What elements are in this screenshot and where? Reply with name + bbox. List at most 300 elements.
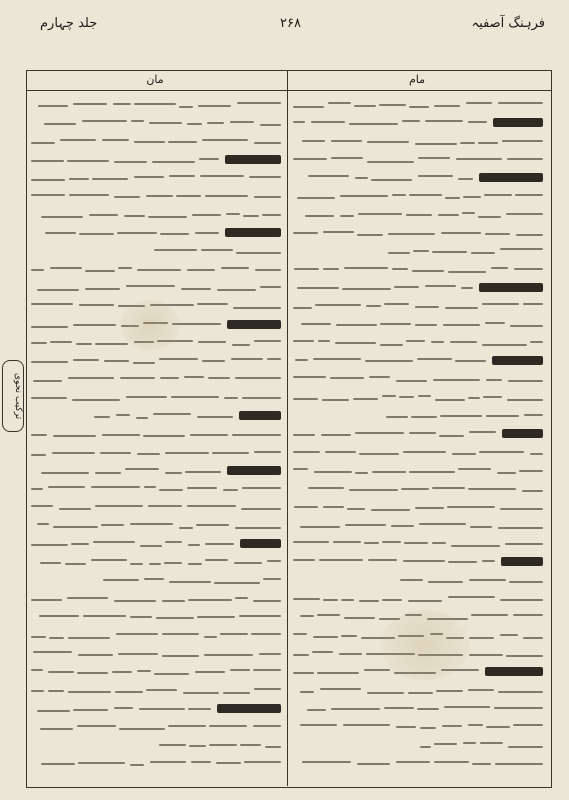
text-stroke <box>201 249 233 251</box>
text-stroke <box>344 617 375 619</box>
text-stroke <box>244 761 281 763</box>
text-stroke <box>335 342 376 344</box>
text-line <box>293 352 543 370</box>
text-stroke <box>160 233 189 235</box>
text-stroke <box>94 416 110 418</box>
text-stroke <box>179 527 193 529</box>
text-line <box>31 572 281 590</box>
text-stroke <box>300 526 340 528</box>
text-stroke <box>37 710 70 712</box>
text-stroke <box>202 139 248 141</box>
text-stroke <box>195 671 225 673</box>
text-stroke <box>392 194 406 196</box>
text-stroke <box>384 707 414 709</box>
headword-mark <box>493 118 543 127</box>
text-stroke <box>469 579 506 581</box>
text-stroke <box>293 121 305 123</box>
text-stroke <box>188 708 211 710</box>
text-stroke <box>265 746 281 748</box>
text-stroke <box>524 414 543 416</box>
text-stroke <box>482 303 519 305</box>
text-stroke <box>458 468 491 470</box>
text-stroke <box>347 508 365 510</box>
text-stroke <box>251 633 281 635</box>
text-stroke <box>293 232 318 234</box>
text-stroke <box>293 468 308 470</box>
text-stroke <box>331 708 380 710</box>
text-stroke <box>294 268 319 270</box>
text-stroke <box>349 123 398 125</box>
text-stroke <box>307 709 326 711</box>
text-stroke <box>223 489 238 491</box>
text-stroke <box>235 527 281 529</box>
text-line <box>31 261 281 279</box>
text-stroke <box>293 451 320 453</box>
text-stroke <box>187 269 215 271</box>
text-stroke <box>126 396 167 398</box>
text-stroke <box>197 616 235 618</box>
text-stroke <box>242 397 281 399</box>
text-stroke <box>146 195 173 197</box>
text-stroke <box>451 545 500 547</box>
text-stroke <box>260 286 281 288</box>
text-line <box>31 206 281 224</box>
text-stroke <box>301 323 331 325</box>
text-stroke <box>293 672 314 674</box>
text-stroke <box>53 526 98 528</box>
text-stroke <box>204 636 217 638</box>
text-stroke <box>523 303 543 305</box>
text-stroke <box>502 140 543 142</box>
text-stroke <box>217 289 256 291</box>
text-stroke <box>322 399 349 401</box>
text-stroke <box>330 377 364 379</box>
text-line <box>293 261 543 279</box>
text-stroke <box>386 416 408 418</box>
text-stroke <box>139 708 185 710</box>
text-stroke <box>507 158 543 160</box>
text-stroke <box>72 399 120 401</box>
text-stroke <box>394 286 419 288</box>
text-line <box>293 279 543 297</box>
text-stroke <box>432 251 467 253</box>
text-stroke <box>67 160 109 162</box>
text-stroke <box>403 560 445 562</box>
text-stroke <box>235 597 248 599</box>
text-stroke <box>113 103 131 105</box>
text-line <box>293 700 543 718</box>
text-stroke <box>388 252 410 254</box>
text-stroke <box>95 472 121 474</box>
text-stroke <box>159 358 198 360</box>
text-stroke <box>418 175 453 177</box>
text-stroke <box>160 377 179 379</box>
text-stroke <box>254 196 281 198</box>
text-stroke <box>165 541 182 543</box>
text-stroke <box>413 250 429 252</box>
text-line <box>293 370 543 388</box>
text-stroke <box>114 600 156 602</box>
text-stroke <box>93 541 135 543</box>
text-stroke <box>463 742 476 744</box>
text-stroke <box>368 559 397 561</box>
text-stroke <box>399 396 414 398</box>
text-stroke <box>408 692 433 694</box>
text-stroke <box>31 160 64 162</box>
text-stroke <box>323 231 354 233</box>
text-stroke <box>468 488 516 490</box>
text-stroke <box>514 268 543 270</box>
text-stroke <box>209 725 247 727</box>
text-stroke <box>411 416 437 418</box>
text-stroke <box>308 175 349 177</box>
text-stroke <box>403 451 446 453</box>
text-stroke <box>460 142 475 144</box>
text-stroke <box>355 177 368 179</box>
paper-stain <box>120 300 180 350</box>
text-stroke <box>516 234 543 236</box>
text-stroke <box>137 670 151 672</box>
text-stroke <box>409 432 436 434</box>
text-stroke <box>479 451 524 453</box>
headword-mark <box>239 411 281 420</box>
text-stroke <box>233 307 281 309</box>
text-stroke <box>114 707 133 709</box>
text-stroke <box>205 543 234 545</box>
text-stroke <box>438 214 459 216</box>
text-stroke <box>31 342 47 344</box>
text-stroke <box>321 434 351 436</box>
text-stroke <box>119 728 165 730</box>
text-stroke <box>500 248 543 250</box>
text-stroke <box>472 763 491 765</box>
text-stroke <box>232 344 250 346</box>
text-stroke <box>126 285 175 287</box>
text-stroke <box>317 672 359 674</box>
text-stroke <box>263 578 281 580</box>
text-stroke <box>415 143 457 145</box>
text-stroke <box>508 380 543 382</box>
column-divider <box>287 70 288 786</box>
text-stroke <box>471 252 495 254</box>
text-stroke <box>379 104 406 106</box>
text-stroke <box>67 597 108 599</box>
text-stroke <box>204 654 253 656</box>
text-line <box>31 645 281 663</box>
text-stroke <box>452 453 476 455</box>
text-line <box>31 169 281 187</box>
text-stroke <box>443 324 480 326</box>
text-stroke <box>71 543 89 545</box>
text-stroke <box>445 197 460 199</box>
text-stroke <box>432 487 465 489</box>
text-stroke <box>498 527 543 529</box>
text-stroke <box>408 600 442 602</box>
text-stroke <box>435 399 465 401</box>
text-stroke <box>484 194 512 196</box>
text-stroke <box>494 707 543 709</box>
text-stroke <box>240 744 261 746</box>
text-stroke <box>130 523 173 525</box>
text-stroke <box>388 233 435 235</box>
text-stroke <box>333 541 361 543</box>
text-stroke <box>33 651 72 653</box>
text-stroke <box>197 303 228 305</box>
text-stroke <box>262 214 281 216</box>
text-stroke <box>40 562 61 564</box>
text-stroke <box>447 506 495 508</box>
text-stroke <box>162 633 199 635</box>
text-stroke <box>153 413 191 415</box>
text-line <box>31 718 281 736</box>
text-stroke <box>101 524 124 526</box>
headword-mark <box>479 283 543 292</box>
text-stroke <box>31 599 62 601</box>
text-line <box>31 480 281 498</box>
text-stroke <box>365 360 413 362</box>
paper-stain <box>380 610 470 680</box>
text-stroke <box>293 559 315 561</box>
text-stroke <box>461 287 473 289</box>
text-stroke <box>95 343 128 345</box>
text-stroke <box>498 102 543 104</box>
text-line <box>31 682 281 700</box>
text-stroke <box>91 559 127 561</box>
text-stroke <box>76 343 92 345</box>
text-stroke <box>343 724 390 726</box>
text-stroke <box>510 325 543 327</box>
text-stroke <box>442 725 462 727</box>
text-stroke <box>31 326 68 328</box>
text-stroke <box>33 380 62 382</box>
text-stroke <box>31 669 43 671</box>
text-stroke <box>470 526 492 528</box>
text-stroke <box>522 490 543 492</box>
text-stroke <box>116 633 158 635</box>
text-stroke <box>314 471 352 473</box>
book-title: فرہنگ آصفیہ <box>471 16 545 31</box>
text-stroke <box>231 358 263 360</box>
text-line <box>31 96 281 114</box>
text-stroke <box>500 508 543 510</box>
text-stroke <box>415 324 437 326</box>
text-stroke <box>468 397 480 399</box>
text-line <box>31 242 281 260</box>
text-line <box>293 133 543 151</box>
text-stroke <box>382 541 401 543</box>
text-stroke <box>31 142 55 144</box>
text-stroke <box>189 745 206 747</box>
text-stroke <box>293 541 329 543</box>
text-stroke <box>187 123 202 125</box>
headword-mark <box>502 429 543 438</box>
text-stroke <box>293 158 327 160</box>
text-stroke <box>92 178 128 180</box>
text-line <box>31 590 281 608</box>
text-stroke <box>515 194 543 196</box>
text-stroke <box>349 489 398 491</box>
text-stroke <box>253 600 281 602</box>
margin-note: ترکیب نحوی <box>2 360 24 432</box>
text-stroke <box>68 691 111 693</box>
text-stroke <box>187 505 236 507</box>
text-line <box>31 499 281 517</box>
text-stroke <box>434 743 457 745</box>
text-stroke <box>439 435 464 437</box>
text-stroke <box>420 746 431 748</box>
text-stroke <box>168 141 197 143</box>
text-stroke <box>259 653 281 655</box>
text-stroke <box>52 452 95 454</box>
text-stroke <box>412 270 444 272</box>
text-line <box>293 114 543 132</box>
text-stroke <box>302 761 351 763</box>
text-line <box>293 480 543 498</box>
text-stroke <box>45 232 76 234</box>
text-stroke <box>344 267 388 269</box>
text-stroke <box>207 122 224 124</box>
text-stroke <box>68 637 110 639</box>
text-stroke <box>328 102 351 104</box>
text-stroke <box>293 434 315 436</box>
text-stroke <box>124 215 145 217</box>
text-line <box>293 96 543 114</box>
text-stroke <box>68 377 114 379</box>
text-stroke <box>311 121 345 123</box>
text-stroke <box>342 288 391 290</box>
text-stroke <box>209 744 237 746</box>
text-stroke <box>73 709 108 711</box>
text-stroke <box>478 216 501 218</box>
text-stroke <box>372 471 406 473</box>
text-stroke <box>148 505 182 507</box>
text-stroke <box>82 120 127 122</box>
text-line <box>293 517 543 535</box>
text-stroke <box>31 194 65 196</box>
text-stroke <box>241 508 281 510</box>
text-stroke <box>44 123 76 125</box>
text-stroke <box>41 472 89 474</box>
text-line <box>31 755 281 773</box>
text-line <box>31 352 281 370</box>
text-stroke <box>188 563 202 565</box>
text-stroke <box>380 323 411 325</box>
text-stroke <box>130 764 144 766</box>
text-stroke <box>297 197 335 199</box>
text-stroke <box>199 158 219 160</box>
text-stroke <box>31 303 73 305</box>
text-stroke <box>137 269 181 271</box>
text-line <box>293 462 543 480</box>
text-stroke <box>293 398 318 400</box>
text-stroke <box>134 141 165 143</box>
text-stroke <box>513 724 543 726</box>
text-stroke <box>469 637 494 639</box>
text-stroke <box>463 196 481 198</box>
text-stroke <box>294 506 318 508</box>
text-stroke <box>509 581 543 583</box>
text-stroke <box>156 617 194 619</box>
text-stroke <box>300 615 314 617</box>
text-line <box>31 663 281 681</box>
left-column-text <box>31 96 281 782</box>
text-line <box>31 389 281 407</box>
text-stroke <box>230 669 250 671</box>
text-stroke <box>491 267 508 269</box>
text-line <box>31 517 281 535</box>
text-stroke <box>125 468 159 470</box>
text-stroke <box>417 358 452 360</box>
text-stroke <box>83 615 126 617</box>
text-stroke <box>150 761 186 763</box>
headword-mark <box>501 557 543 566</box>
text-stroke <box>114 161 147 163</box>
text-stroke <box>254 688 281 690</box>
text-stroke <box>425 285 456 287</box>
text-stroke <box>195 232 219 234</box>
text-stroke <box>396 380 427 382</box>
text-stroke <box>293 598 320 600</box>
text-stroke <box>104 360 129 362</box>
text-stroke <box>293 307 312 309</box>
text-stroke <box>293 340 314 342</box>
text-stroke <box>253 669 281 671</box>
text-stroke <box>102 139 129 141</box>
text-line <box>293 736 543 754</box>
text-stroke <box>65 563 86 565</box>
text-stroke <box>133 362 155 364</box>
text-stroke <box>483 396 502 398</box>
text-stroke <box>312 651 333 653</box>
text-stroke <box>468 724 483 726</box>
text-stroke <box>200 175 244 177</box>
headword-mark <box>240 539 281 548</box>
right-column-title: مام <box>408 73 426 86</box>
text-stroke <box>183 692 219 694</box>
text-stroke <box>78 762 125 764</box>
text-stroke <box>77 672 108 674</box>
text-stroke <box>450 341 477 343</box>
text-stroke <box>31 454 46 456</box>
text-stroke <box>323 599 338 601</box>
page-number: ۲۶۸ <box>280 16 301 31</box>
text-stroke <box>359 600 379 602</box>
text-stroke <box>355 472 368 474</box>
text-stroke <box>69 194 109 196</box>
text-stroke <box>95 505 143 507</box>
text-stroke <box>341 599 354 601</box>
text-line <box>293 444 543 462</box>
text-line <box>31 444 281 462</box>
text-line <box>31 535 281 553</box>
text-stroke <box>69 178 89 180</box>
text-stroke <box>73 359 99 361</box>
text-stroke <box>415 306 439 308</box>
text-line <box>293 389 543 407</box>
text-stroke <box>168 725 206 727</box>
text-stroke <box>302 140 325 142</box>
text-stroke <box>236 252 281 254</box>
text-stroke <box>226 213 240 215</box>
text-stroke <box>188 544 200 546</box>
text-stroke <box>468 689 494 691</box>
text-stroke <box>336 324 377 326</box>
text-stroke <box>415 507 444 509</box>
text-stroke <box>480 742 503 744</box>
text-stroke <box>382 599 402 601</box>
text-stroke <box>507 399 543 401</box>
text-stroke <box>506 213 543 215</box>
